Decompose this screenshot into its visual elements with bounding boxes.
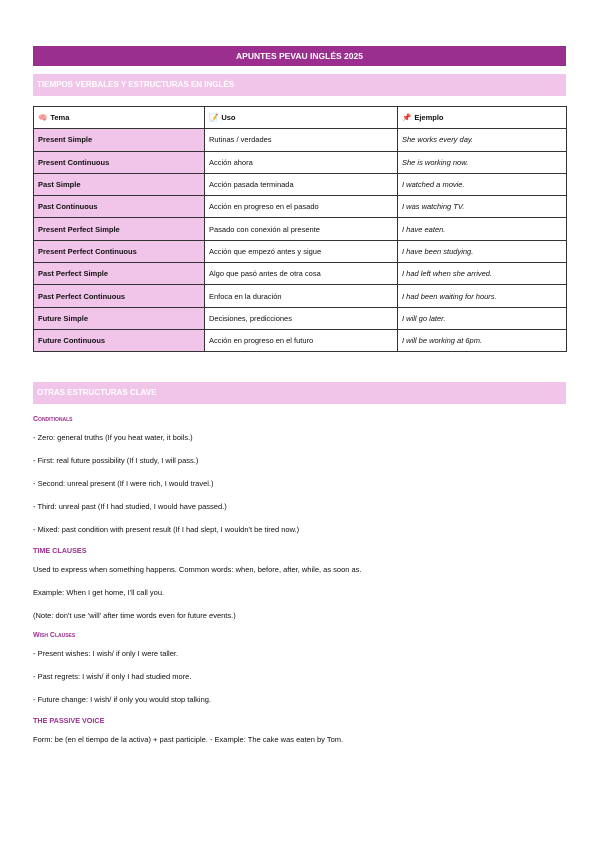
cell-ejemplo: I have eaten. xyxy=(398,218,567,240)
cell-uso: Pasado con conexión al presente xyxy=(205,218,398,240)
table-row xyxy=(34,307,567,329)
cell-tema: Present Continuous xyxy=(34,151,205,173)
cell-uso: Acción ahora xyxy=(205,151,398,173)
cell-uso: Rutinas / verdades xyxy=(205,129,398,151)
cell-uso: Acción pasada terminada xyxy=(205,173,398,195)
table-row xyxy=(34,240,567,262)
table-row xyxy=(34,285,567,307)
cell-ejemplo: I will go later. xyxy=(398,307,567,329)
section-title-otras: OTRAS ESTRUCTURAS CLAVE xyxy=(33,382,566,404)
wish-clause-line: - Future change: I wish/ if only you would stop talking. xyxy=(33,695,212,705)
time-clause-line: (Note: don't use 'will' after time words even for future events.) xyxy=(33,611,236,621)
table-row xyxy=(34,263,567,285)
brain-icon: 🧠 xyxy=(38,113,48,123)
cell-tema: Future Continuous xyxy=(34,329,205,351)
header-uso: 📝 Uso xyxy=(205,107,398,129)
cell-ejemplo: She is working now. xyxy=(398,151,567,173)
cell-tema: Present Perfect Continuous xyxy=(34,240,205,262)
table-row xyxy=(34,151,567,173)
cell-uso: Enfoca en la duración xyxy=(205,285,398,307)
cell-tema: Future Simple xyxy=(34,307,205,329)
cell-ejemplo: I had been waiting for hours. xyxy=(398,285,567,307)
conditional-line: - First: real future possibility (If I study, I will pass.) xyxy=(33,456,199,466)
table-row xyxy=(34,196,567,218)
cell-uso: Acción en progreso en el futuro xyxy=(205,329,398,351)
header-ejemplo: 📌 Ejemplo xyxy=(398,107,567,129)
cell-uso: Acción que empezó antes y sigue xyxy=(205,240,398,262)
document-page xyxy=(33,46,566,744)
passive-voice-heading: THE PASSIVE VOICE xyxy=(33,716,105,726)
cell-tema: Present Perfect Simple xyxy=(34,218,205,240)
verb-tenses-table xyxy=(33,106,567,352)
section-title-tiempos: TIEMPOS VERBALES Y ESTRUCTURAS EN INGLÉS xyxy=(33,74,566,96)
time-clauses-heading: TIME CLAUSES xyxy=(33,546,87,556)
cell-uso: Decisiones, predicciones xyxy=(205,307,398,329)
time-clause-line: Used to express when something happens. Common words: when, before, after, while, as soon as. xyxy=(33,565,362,575)
table-row xyxy=(34,173,567,195)
wish-clause-line: - Present wishes: I wish/ if only I were taller. xyxy=(33,649,179,659)
pushpin-icon: 📌 xyxy=(402,113,412,123)
cell-ejemplo: I was watching TV. xyxy=(398,196,567,218)
cell-ejemplo: I had left when she arrived. xyxy=(398,263,567,285)
time-clause-line: Example: When I get home, I'll call you. xyxy=(33,588,165,598)
cell-ejemplo: I have been studying. xyxy=(398,240,567,262)
document-title: APUNTES PEVAU INGLÉS 2025 xyxy=(33,46,566,66)
cell-tema: Past Continuous xyxy=(34,196,205,218)
cell-ejemplo: I watched a movie. xyxy=(398,173,567,195)
memo-icon: 📝 xyxy=(209,113,219,123)
cell-tema: Past Simple xyxy=(34,173,205,195)
conditional-line: - Second: unreal present (If I were rich, I would travel.) xyxy=(33,479,214,489)
cell-uso: Algo que pasó antes de otra cosa xyxy=(205,263,398,285)
conditional-line: - Zero: general truths (If you heat water, it boils.) xyxy=(33,433,193,443)
cell-tema: Past Perfect Simple xyxy=(34,263,205,285)
cell-ejemplo: I will be working at 6pm. xyxy=(398,329,567,351)
table-header-row xyxy=(34,107,567,129)
wish-clauses-heading: Wish Clauses xyxy=(33,632,76,640)
cell-uso: Acción en progreso en el pasado xyxy=(205,196,398,218)
table-row xyxy=(34,218,567,240)
cell-ejemplo: She works every day. xyxy=(398,129,567,151)
conditionals-heading: Conditionals xyxy=(33,416,73,424)
cell-tema: Past Perfect Continuous xyxy=(34,285,205,307)
table-row xyxy=(34,329,567,351)
conditional-line: - Mixed: past condition with present result (If I had slept, I wouldn't be tired now.) xyxy=(33,525,300,535)
wish-clause-line: - Past regrets: I wish/ if only I had studied more. xyxy=(33,672,192,682)
conditional-line: - Third: unreal past (If I had studied, I would have passed.) xyxy=(33,502,227,512)
table-row xyxy=(34,129,567,151)
cell-tema: Present Simple xyxy=(34,129,205,151)
passive-voice-line: Form: be (en el tiempo de la activa) + past participle. - Example: The cake was eaten by Tom. xyxy=(33,735,344,745)
header-tema: 🧠 Tema xyxy=(34,107,205,129)
